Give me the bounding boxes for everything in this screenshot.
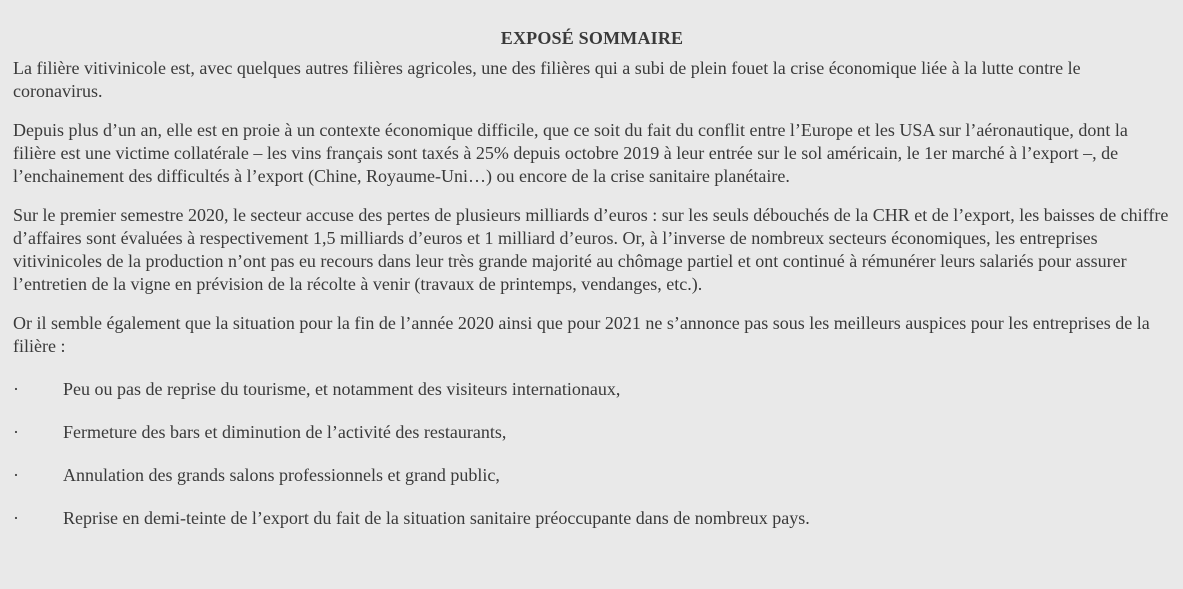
bullet-marker: · — [13, 379, 19, 399]
paragraph-outlook: Or il semble également que la situation pour la fin de l’année 2020 ainsi que pour 2021 ne s’annonce pas sous les meilleurs auspices pour les entreprises de la filière : — [13, 313, 1150, 356]
bullet-marker: · — [13, 508, 19, 528]
list-item — [13, 464, 1171, 487]
bullet-marker: · — [13, 422, 19, 442]
list-item-text: Annulation des grands salons professionnels et grand public, — [63, 465, 500, 485]
list-item-text: Reprise en demi-teinte de l’export du fait de la situation sanitaire préoccupante dans de nombreux pays. — [63, 508, 810, 528]
section-title: EXPOSÉ SOMMAIRE — [500, 28, 684, 48]
list-item — [13, 421, 1171, 444]
list-item — [13, 378, 1171, 401]
list-item-text: Fermeture des bars et diminution de l’activité des restaurants, — [63, 422, 507, 442]
paragraph-intro: La filière vitivinicole est, avec quelques autres filières agricoles, une des filières qui a subi de plein fouet la crise économique liée à la lutte contre le coronavirus. — [13, 58, 1081, 101]
list-item-text: Peu ou pas de reprise du tourisme, et notamment des visiteurs internationaux, — [63, 379, 621, 399]
paragraph-losses: Sur le premier semestre 2020, le secteur accuse des pertes de plusieurs milliards d’euros : sur les seuls débouchés de la CHR et de l’export, les baisses de chiffre d’affaires sont évaluées à respectivement 1,5 milliards d’euros et 1 milliard d’euros. Or, à l’inverse de nombreux secteurs économiques, les entreprises vitivinicoles de la production n’ont pas eu recours dans leur très grande majorité au chômage partiel et ont continué à rémunérer leurs salariés pour assurer l’entretien de la vigne en prévision de la récolte à venir (travaux de printemps, vendanges, etc.). — [13, 205, 1169, 294]
bullet-marker: · — [13, 465, 19, 485]
list-item — [13, 507, 1171, 530]
paragraph-context: Depuis plus d’un an, elle est en proie à un contexte économique difficile, que ce soit du fait du conflit entre l’Europe et les USA sur l’aéronautique, dont la filière est une victime collatérale – les vins français sont taxés à 25% depuis octobre 2019 à leur entrée sur le sol américain, le 1er marché à l’export –, de l’enchainement des difficultés à l’export (Chine, Royaume-Uni…) ou encore de la crise sanitaire planétaire. — [13, 120, 1128, 186]
